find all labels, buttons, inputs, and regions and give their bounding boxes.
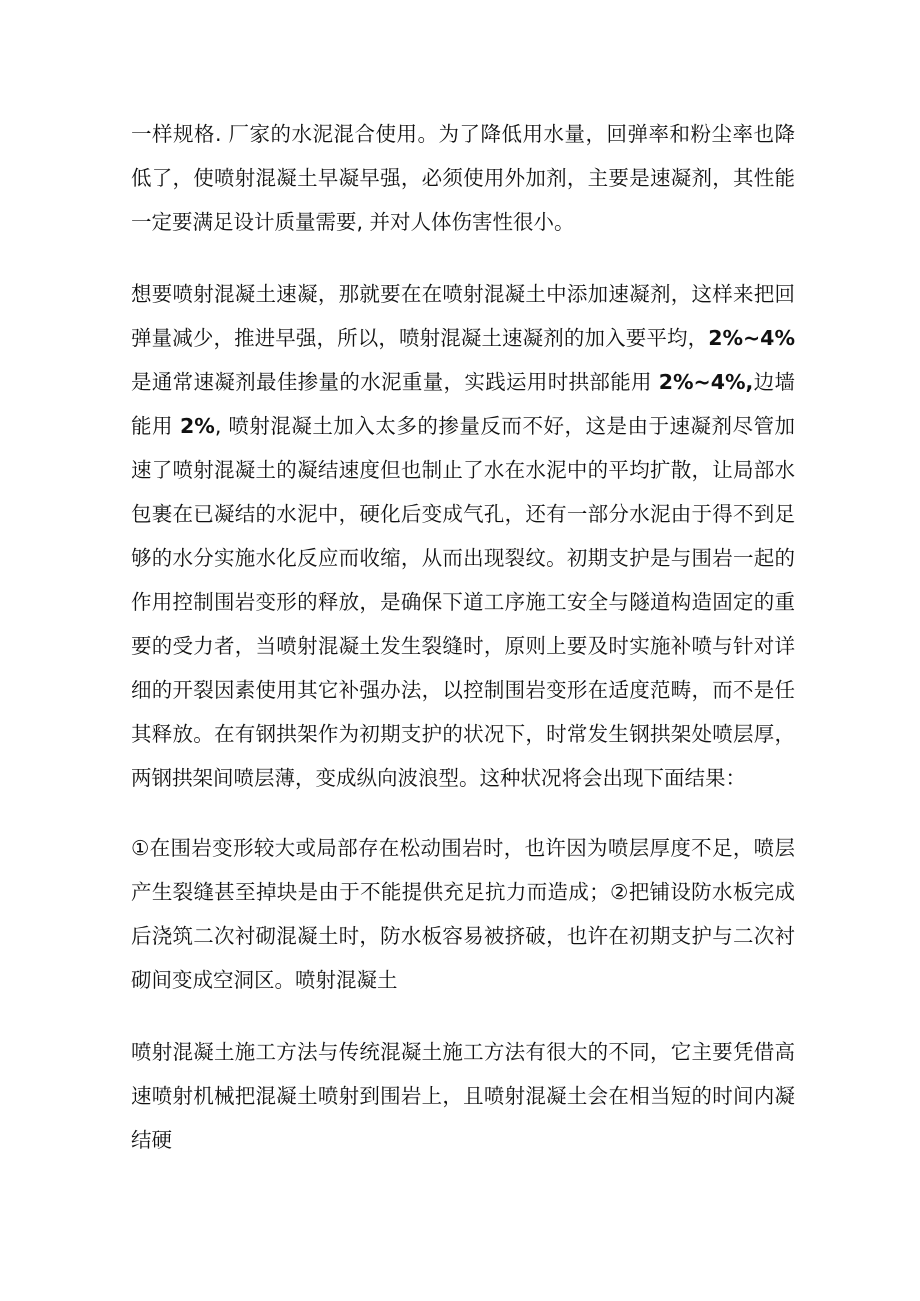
paragraph-2-text-b: 是通常速凝剂最佳掺量的水泥重量，实践运用时拱部能用 — [131, 370, 659, 394]
paragraph-1-text: 一样规格. 厂家的水泥混合使用。为了降低用水量，回弹率和粉尘率也降低了，使喷射混凝土早凝早强，必须使用外加剂，主要是速凝剂，其性能一定要满足设计质量需要, 并对人体伤害性很小。 — [131, 122, 795, 234]
document-body — [131, 112, 795, 1190]
paragraph-4-text: 喷射混凝土施工方法与传统混凝土施工方法有很大的不同，它主要凭借高速喷射机械把混凝土喷射到围岩上，且喷射混凝土会在相当短的时间内凝结硬 — [131, 1040, 795, 1152]
paragraph-2-text-d: , 喷射混凝土加入太多的掺量反而不好，这是由于速凝剂尽管加速了喷射混凝土的凝结速度但也制止了水在水泥中的平均扩散，让局部水包裹在已凝结的水泥中，硬化后变成气孔，还有一部分水泥由于得不到足够的水分实施水化反应而收缩，从而出现裂纹。初期支护是与围岩一起的作用控制围岩变形的释放，是确保下道工序施工安全与隧道构造固定的重要的受力者，当喷射混凝土发生裂缝时，原则上要及时实施补喷与针对详细的开裂因素使用其它补强办法，以控制围岩变形在适度范畴，而不是任其释放。在有钢拱架作为初期支护的状况下，时常发生钢拱架处喷层厚，两钢拱架间喷层薄，变成纵向波浪型。这种状况将会出现下面结果： — [131, 414, 795, 790]
paragraph-3 — [131, 826, 795, 1002]
paragraph-3-text: ①在围岩变形较大或局部存在松动围岩时，也许因为喷层厚度不足，喷层产生裂缝甚至掉块是由于不能提供充足抗力而造成；②把铺设防水板完成后浇筑二次衬砌混凝土时，防水板容易被挤破，也许在初期支护与二次衬砌间变成空洞区。喷射混凝土 — [131, 836, 795, 992]
wall-dosage-bold: 2% — [180, 414, 215, 438]
dosage-range-bold: 2%~4% — [708, 326, 795, 350]
paragraph-4 — [131, 1030, 795, 1162]
arch-dosage-bold: 2%~4%, — [658, 370, 754, 394]
paragraph-2-text-a: 想要喷射混凝土速凝，那就要在在喷射混凝土中添加速凝剂，这样来把回弹量减少，推进早强，所以，喷射混凝土速凝剂的加入要平均， — [131, 282, 795, 350]
paragraph-2-text-c: 边墙能用 — [131, 370, 795, 438]
paragraph-2 — [131, 272, 795, 800]
paragraph-1 — [131, 112, 795, 244]
